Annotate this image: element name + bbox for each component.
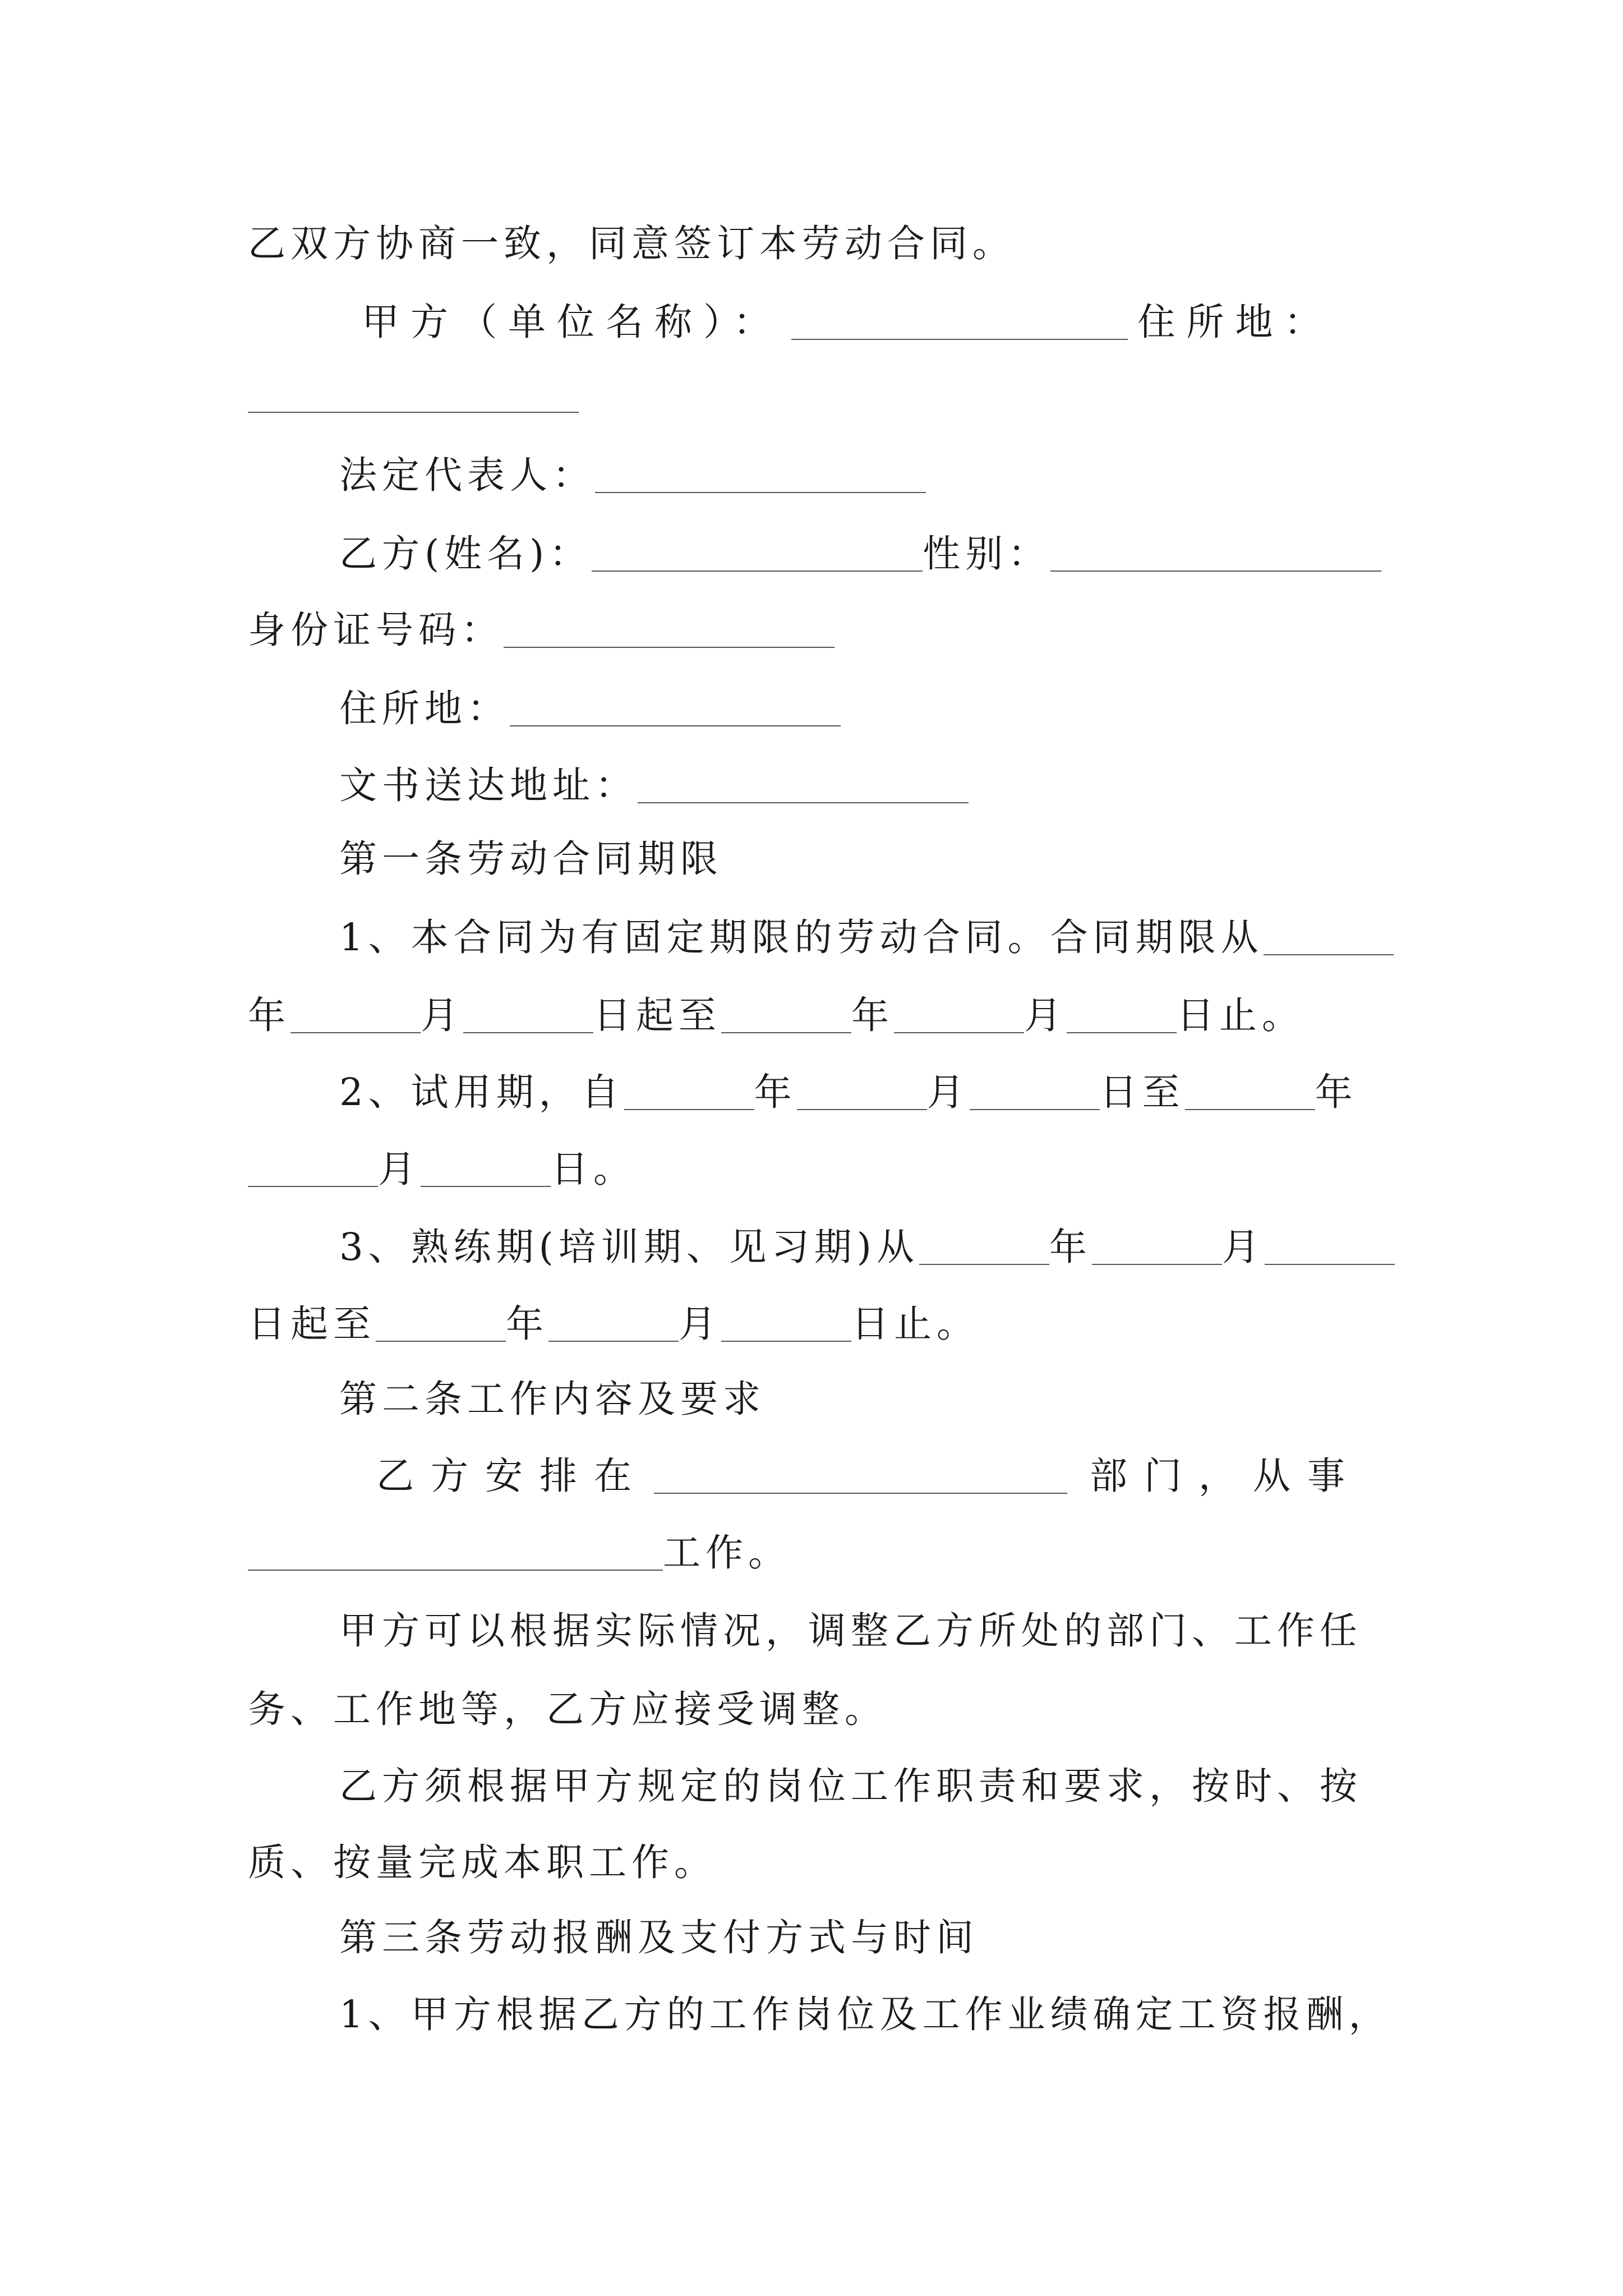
blank-line (421, 1185, 551, 1187)
month-label: 月 (1024, 993, 1067, 1037)
year-label: 年 (1315, 1070, 1358, 1114)
blank-line (592, 570, 923, 572)
party-a-address-label: 住所地： (1137, 300, 1333, 344)
month-label: 月 (1221, 1225, 1265, 1269)
party-b-address-line (339, 680, 841, 737)
article2-para1-line1: 甲方可以根据实际情况，调整乙方所处的部门、工作任 (339, 1609, 1362, 1653)
article1-item1-text: 1、本合同为有固定期限的劳动合同。合同期限从 (339, 915, 1264, 959)
party-a-line (362, 294, 1333, 350)
blank-line (376, 1340, 506, 1342)
blank-line (463, 1032, 593, 1033)
legal-rep-line (339, 447, 926, 503)
article3-title: 第三条劳动报酬及支付方式与时间 (339, 1916, 979, 1959)
day-from-label: 日起至 (248, 1302, 376, 1346)
blank-line (721, 1032, 851, 1033)
blank-line (291, 1032, 421, 1033)
blank-line (1092, 1263, 1222, 1265)
article2-para2-line2: 质、按量完成本职工作。 (248, 1841, 717, 1884)
party-a-address-line (248, 367, 579, 423)
blank-line (248, 1569, 663, 1571)
party-b-name-line (339, 526, 1381, 582)
day-from-label: 日起至 (593, 993, 721, 1037)
year-label: 年 (248, 993, 291, 1037)
blank-line (248, 411, 579, 413)
blank-line (638, 802, 969, 803)
blank-line (654, 1492, 1067, 1494)
blank-line (624, 1108, 754, 1110)
blank-line (894, 1032, 1024, 1033)
article1-item2-line2 (248, 1141, 636, 1197)
blank-line (548, 1340, 679, 1342)
month-label: 月 (926, 1070, 970, 1114)
article1-item1-line1 (339, 909, 1394, 965)
article1-item2-line1 (339, 1064, 1358, 1120)
article2-title: 第二条工作内容及要求 (339, 1377, 766, 1421)
day-end-label: 日。 (551, 1147, 636, 1191)
blank-line (1264, 954, 1394, 955)
year-label: 年 (506, 1302, 548, 1346)
blank-line (970, 1108, 1100, 1110)
article2-assignment-line2 (248, 1525, 791, 1581)
blank-line (510, 725, 841, 726)
article1-item3-line2 (248, 1296, 979, 1352)
article1-item1-line2 (248, 987, 1304, 1043)
blank-line (791, 338, 1128, 340)
intro-line: 乙双方协商一致，同意签订本劳动合同。 (248, 222, 1015, 265)
service-address-line (339, 757, 969, 813)
service-address-label: 文书送达地址： (339, 763, 638, 807)
party-b-address-label: 住所地： (339, 687, 510, 730)
year-label: 年 (754, 1070, 797, 1114)
year-label: 年 (851, 993, 894, 1037)
blank-line (1050, 570, 1381, 572)
legal-rep-label: 法定代表人： (339, 453, 595, 497)
party-b-gender-label: 性别： (923, 532, 1051, 576)
article1-title: 第一条劳动合同期限 (339, 837, 723, 881)
article1-item2-text: 2、试用期，自 (339, 1070, 624, 1114)
party-b-name-label: 乙方(姓名)： (339, 532, 592, 576)
blank-line (1265, 1263, 1395, 1265)
day-end-label: 日止。 (1177, 993, 1304, 1037)
party-a-label: 甲方（单位名称）： (362, 300, 782, 344)
month-label: 月 (421, 993, 463, 1037)
blank-line (919, 1263, 1049, 1265)
article2-para2-line1: 乙方须根据甲方规定的岗位工作职责和要求，按时、按 (339, 1764, 1362, 1808)
year-label: 年 (1049, 1225, 1092, 1269)
article2-assignment-line1 (376, 1448, 1362, 1504)
blank-line (1067, 1032, 1177, 1033)
article1-item3-text: 3、熟练期(培训期、见习期)从 (339, 1225, 919, 1269)
blank-line (721, 1340, 851, 1342)
blank-line (504, 646, 834, 648)
article2-para1-line2: 务、工作地等，乙方应接受调整。 (248, 1687, 887, 1731)
department-text: 部门，从事 (1090, 1454, 1362, 1498)
day-end-label: 日止。 (851, 1302, 979, 1346)
article3-para1-line1: 1、甲方根据乙方的工作岗位及工作业绩确定工资报酬， (339, 1993, 1391, 2036)
party-b-id-line (248, 602, 834, 658)
blank-line (248, 1185, 378, 1187)
blank-line (1185, 1108, 1315, 1110)
day-to-label: 日至 (1099, 1070, 1185, 1114)
party-b-id-label: 身份证号码： (248, 608, 504, 652)
month-label: 月 (679, 1302, 721, 1346)
assignment-text: 乙方安排在 (376, 1454, 648, 1498)
blank-line (797, 1108, 927, 1110)
month-label: 月 (378, 1147, 421, 1191)
article1-item3-line1 (339, 1219, 1395, 1275)
work-text: 工作。 (663, 1531, 791, 1575)
blank-line (595, 491, 926, 493)
